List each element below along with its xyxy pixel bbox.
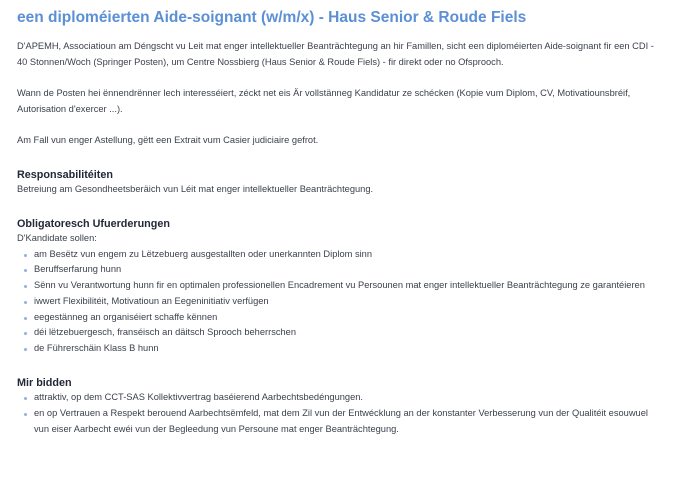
bullet-icon — [24, 397, 27, 400]
list-item-text: iwwert Flexibilitéit, Motivatioun an Eegeninitiativ verfügen — [34, 295, 269, 306]
list-item — [17, 406, 661, 438]
list-item-text: attraktiv, op dem CCT-SAS Kollektivvertrag baséierend Aarbechtsbedéngungen. — [34, 392, 364, 403]
bullet-icon — [24, 254, 27, 257]
bullet-icon — [24, 317, 27, 320]
list-item-text: eegestänneg an organiséiert schaffe kënnen — [34, 311, 218, 322]
list-item — [17, 310, 661, 326]
list-item-text: en op Vertrauen a Respekt berouend Aarbechtsëmfeld, mat dem Zil vun der Entwécklung an der konstanter Verbesserung vun der Qualitéit esouwuel vun eiser Aarbecht ewéi vun der Begleedung vun Persoune mat enger Beanträchtegung. — [34, 407, 648, 434]
requirements-list — [17, 247, 661, 358]
list-item-text: Beruffserfarung hunn — [34, 264, 122, 275]
list-item-text: am Besëtz vun engem zu Lëtzebuerg ausgestallten oder unerkannten Diplom sinn — [34, 248, 372, 259]
bullet-icon — [24, 285, 27, 288]
list-item — [17, 247, 661, 263]
responsibilities-text: Betreiung am Gesondheetsberäich vun Léit mat enger intellektueller Beanträchtegung. — [17, 183, 374, 194]
requirements-heading: Obligatoresch Ufuerderungen — [17, 218, 170, 230]
requirements-lead: D'Kandidate sollen: — [17, 233, 97, 243]
offer-heading: Mir bidden — [17, 377, 72, 390]
list-item — [17, 262, 661, 278]
list-item — [17, 341, 661, 357]
bullet-icon — [24, 413, 27, 416]
responsibilities-heading: Responsabilitéiten — [17, 168, 113, 181]
intro-paragraph: D'APEMH, Associatioun am Déngscht vu Leit mat enger intellektueller Beanträchtegung an hir Famillen, sicht een diploméierten Aide-soignant fir een CDI - 40 Stonnen/Woch (Springer Posten), um Centre Nossbierg (Haus Senior & Roude Fiels) - fir direkt oder no Ofsprooch. — [17, 41, 654, 67]
bullet-icon — [24, 332, 27, 335]
bullet-icon — [24, 301, 27, 304]
list-item — [17, 390, 661, 406]
application-paragraph: Wann de Posten hei ënnendrënner lech interesséiert, zéckt net eis Är vollstänneg Kandidatur ze schécken (Kopie vum Diplom, CV, Motivatiounsbréif, Autorisation d'exercer ...). — [17, 88, 631, 114]
bullet-icon — [24, 269, 27, 272]
bullet-icon — [24, 348, 27, 351]
list-item-text: Sënn vu Verantwortung hunn fir en optimalen professionellen Encadrement vu Persounen mat enger intellektueller Beanträchtegung ze garantéieren — [34, 280, 645, 291]
list-item — [17, 278, 661, 294]
offer-list — [17, 390, 661, 437]
job-title: een diploméierten Aide-soignant (w/m/x) - Haus Senior & Roude Fiels — [17, 9, 527, 26]
list-item-text: de Führerschäin Klass B hunn — [34, 343, 159, 354]
list-item — [17, 325, 661, 341]
list-item — [17, 294, 661, 310]
list-item-text: déi lëtzebuergesch, franséisch an däitsch Sprooch beherrschen — [34, 327, 297, 338]
criminal-record-paragraph: Am Fall vun enger Astellung, gëtt een Extrait vum Casier judiciaire gefrot. — [17, 135, 319, 145]
